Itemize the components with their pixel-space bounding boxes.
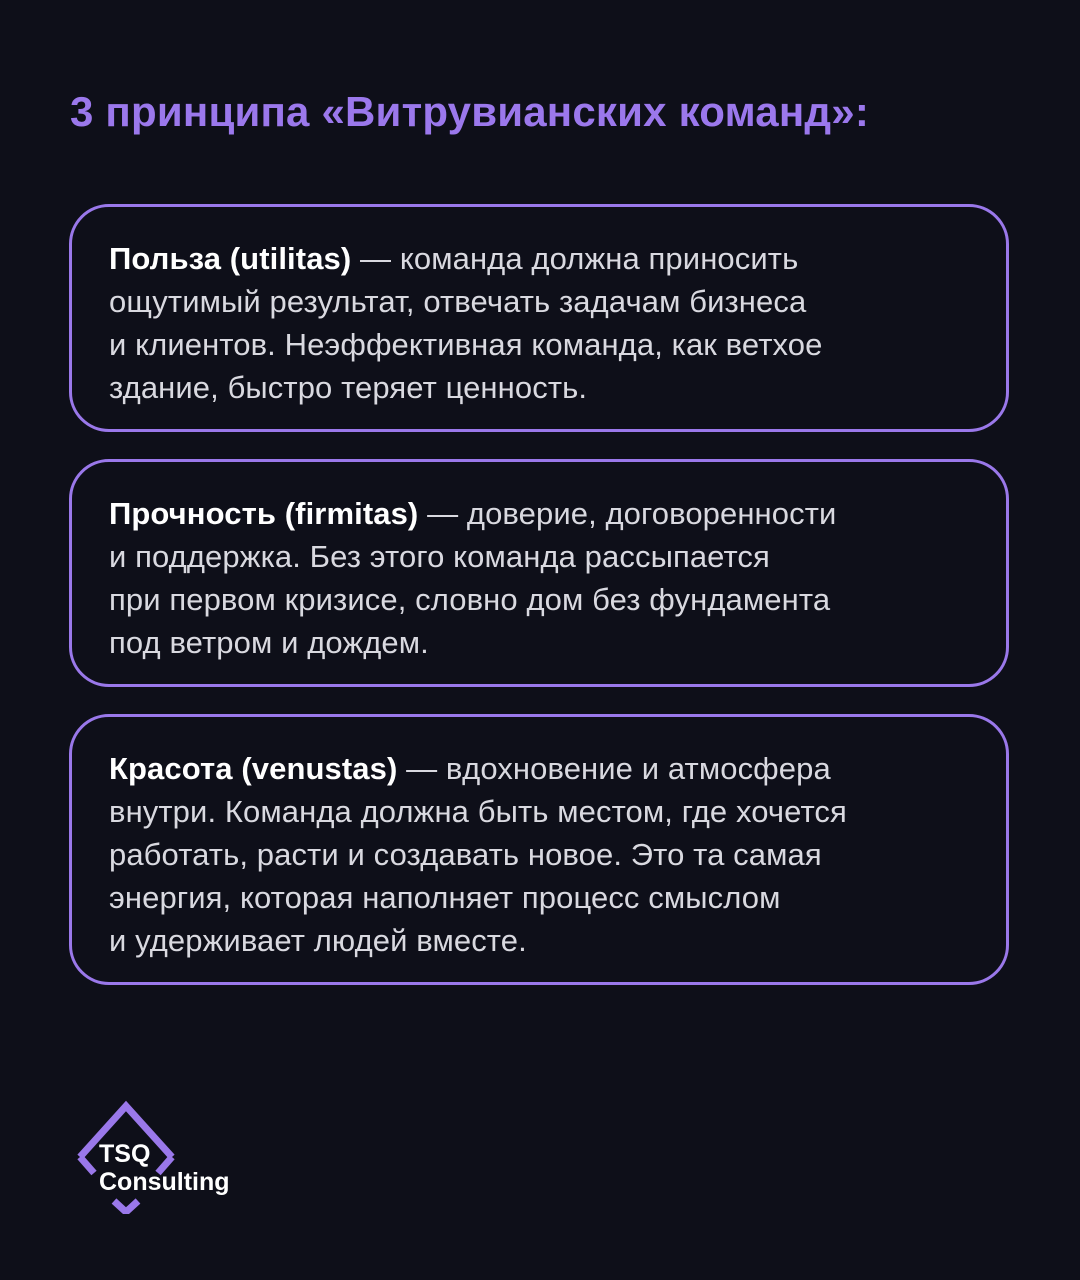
tsq-consulting-logo <box>70 1100 260 1214</box>
principle-line: ощутимый результат, отвечать задачам бизнеса <box>109 284 807 319</box>
principle-line: — вдохновение и атмосфера <box>397 751 831 786</box>
principle-text <box>109 237 972 409</box>
principle-line: внутри. Команда должна быть местом, где хочется <box>109 794 847 829</box>
principle-line: и поддержка. Без этого команда рассыпается <box>109 539 770 574</box>
principle-term: Прочность (firmitas) <box>109 496 419 531</box>
principle-line: при первом кризисе, словно дом без фундамента <box>109 582 831 617</box>
principle-line: работать, расти и создавать новое. Это та самая <box>109 837 822 872</box>
logo-text-consulting: Consulting <box>99 1168 230 1196</box>
principle-line: энергия, которая наполняет процесс смыслом <box>109 880 781 915</box>
principle-term: Польза (utilitas) <box>109 241 352 276</box>
principle-line: здание, быстро теряет ценность. <box>109 370 588 405</box>
principle-line: — команда должна приносить <box>351 241 799 276</box>
page-title: 3 принципа «Витрувианских команд»: <box>70 88 870 135</box>
principle-line: и клиентов. Неэффективная команда, как ветхое <box>109 327 823 362</box>
principle-line: под ветром и дождем. <box>109 625 429 660</box>
principle-line: — доверие, договоренности <box>418 496 837 531</box>
principle-term: Красота (venustas) <box>109 751 398 786</box>
principle-text <box>109 492 972 664</box>
principle-line: и удерживает людей вместе. <box>109 923 527 958</box>
principle-card-firmitas <box>69 459 1009 687</box>
principle-card-venustas <box>69 714 1009 985</box>
principle-text <box>109 747 972 962</box>
logo-text-tsq: TSQ <box>99 1140 151 1168</box>
principle-card-utilitas <box>69 204 1009 432</box>
